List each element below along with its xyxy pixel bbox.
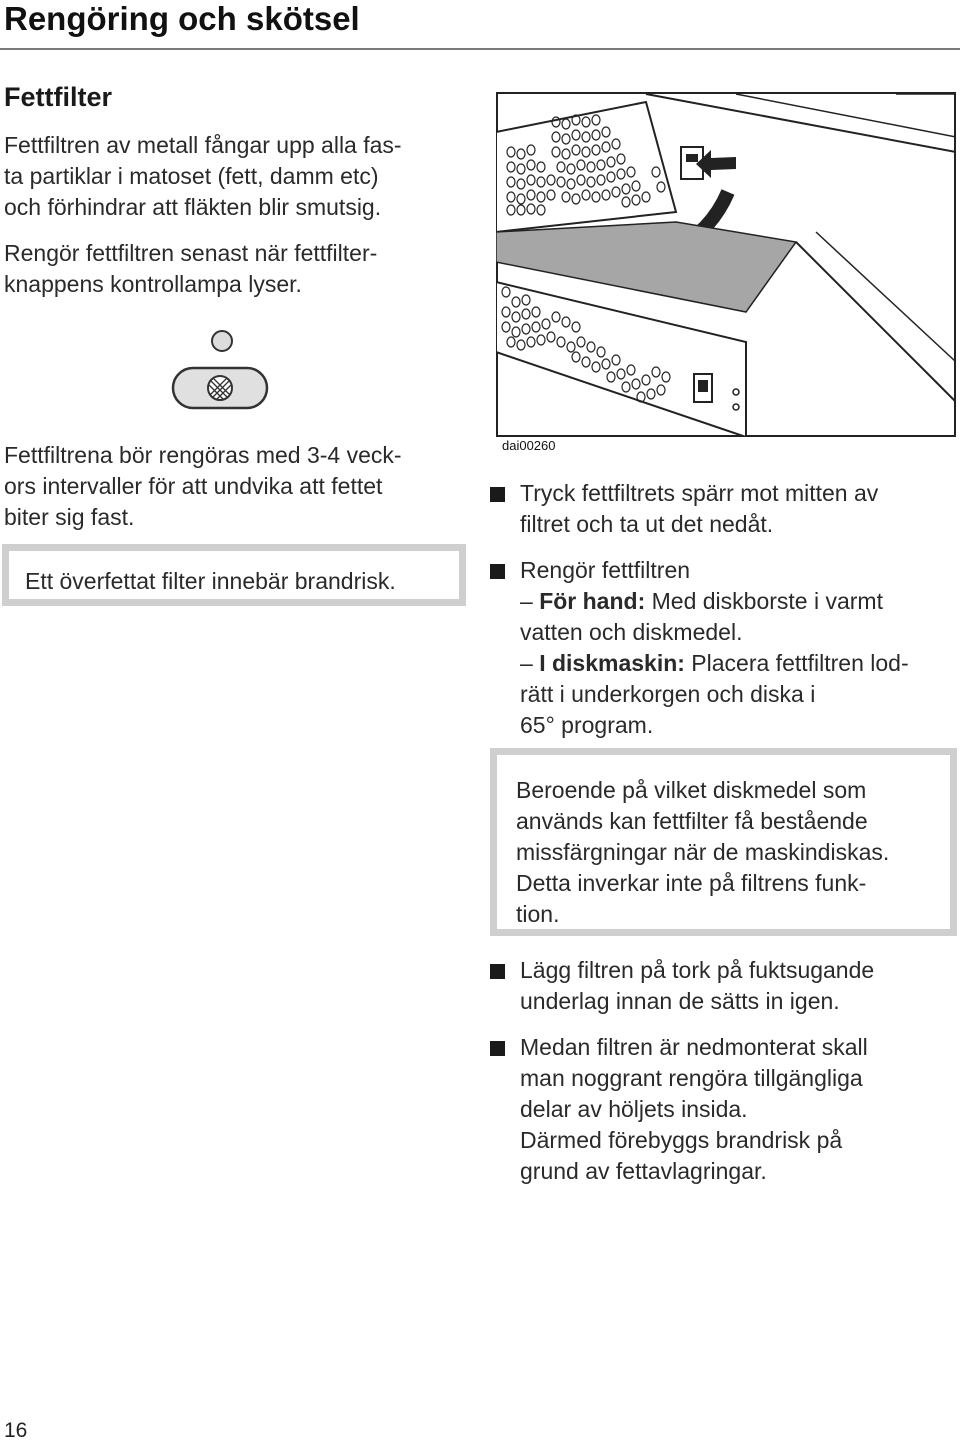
page-number: 16	[4, 1419, 28, 1442]
dish-label: I diskmaskin:	[539, 650, 685, 676]
text-line: ta partiklar i matoset (fett, damm etc)	[4, 163, 379, 189]
step-4	[520, 1032, 868, 1187]
hand-text: Med diskborste i varmt	[645, 588, 883, 614]
page-title: Rengöring och skötsel	[4, 0, 360, 37]
step-1	[520, 478, 878, 540]
note-box	[490, 748, 957, 936]
text-line: underlag innan de sätts in igen.	[520, 988, 840, 1014]
step-2-hand-cont: vatten och diskmedel.	[520, 619, 743, 645]
text-line: filtret och ta ut det nedåt.	[520, 511, 774, 537]
text-line: biter sig fast.	[4, 504, 135, 530]
intro-paragraph-3	[4, 440, 402, 533]
text-line: Fettfiltren av metall fångar upp alla fas-	[4, 132, 402, 158]
text-line: och förhindrar att fläkten blir smutsig.	[4, 194, 382, 220]
note-line: tion.	[516, 901, 560, 927]
fettfilter-button-icon	[170, 328, 270, 410]
text-line: Rengör fettfiltren senast när fettfilter-	[4, 240, 378, 266]
hand-label: För hand:	[539, 588, 646, 614]
step-3	[520, 955, 874, 1017]
warning-text: Ett överfettat filter innebär brandrisk.	[25, 568, 396, 594]
text-line: man noggrant rengöra tillgängliga	[520, 1065, 863, 1091]
dash: –	[520, 588, 533, 614]
grease-filter-removal-illustration	[496, 92, 956, 437]
note-line: Beroende på vilket diskmedel som	[516, 777, 867, 803]
text-line: knappens kontrollampa lyser.	[4, 271, 302, 297]
step-2-dish-cont-2: 65° program.	[520, 712, 654, 738]
title-divider	[0, 48, 960, 50]
step-2-hand	[520, 586, 883, 617]
dash: –	[520, 650, 533, 676]
intro-paragraph-2	[4, 238, 377, 300]
text-line: Fettfiltrena bör rengöras med 3-4 veck-	[4, 442, 402, 468]
figure-label: dai00260	[502, 438, 556, 453]
text-line: delar av höljets insida.	[520, 1096, 748, 1122]
step-2-dish	[520, 648, 909, 679]
note-line: används kan fettfilter få bestående	[516, 808, 868, 834]
note-line: Detta inverkar inte på filtrens funk-	[516, 870, 867, 896]
note-line: missfärgningar när de maskindiskas.	[516, 839, 890, 865]
step-2-intro: Rengör fettfiltren	[520, 557, 691, 583]
text-line: grund av fettavlagringar.	[520, 1158, 767, 1184]
intro-paragraph-1	[4, 130, 402, 223]
warning-box	[2, 544, 466, 606]
bullet-square-icon	[490, 564, 505, 579]
text-line: Tryck fettfiltrets spärr mot mitten av	[520, 480, 879, 506]
bullet-square-icon	[490, 487, 505, 502]
bullet-square-icon	[490, 964, 505, 979]
step-2-dish-cont-1: rätt i underkorgen och diska i	[520, 681, 816, 707]
text-line: ors intervaller för att undvika att fettet	[4, 473, 383, 499]
dish-text: Placera fettfiltren lod-	[684, 650, 909, 676]
section-heading: Fettfilter	[4, 82, 112, 112]
text-line: Medan filtren är nedmonterat skall	[520, 1034, 868, 1060]
text-line: Därmed förebyggs brandrisk på	[520, 1127, 843, 1153]
bullet-square-icon	[490, 1041, 505, 1056]
text-line: Lägg filtren på tork på fuktsugande	[520, 957, 875, 983]
